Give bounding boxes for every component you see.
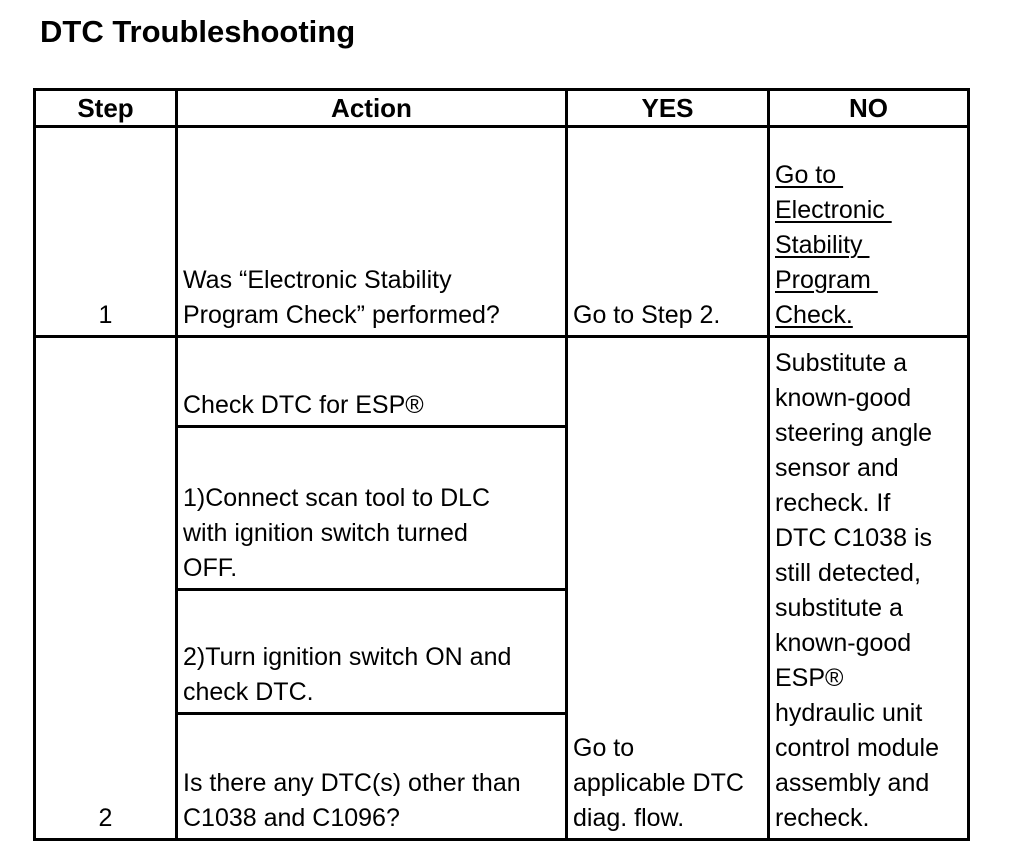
- row2-no-line: DTC C1038 is: [775, 524, 932, 552]
- row2-no-line: steering angle: [775, 419, 933, 447]
- row1-action-line: Program Check” performed?: [183, 301, 500, 329]
- row2-no-line: assembly and: [775, 769, 930, 797]
- row2-yes-line: applicable DTC: [573, 769, 744, 797]
- row2-no-cell: [770, 338, 967, 838]
- row2-action-line: C1038 and C1096?: [183, 804, 400, 832]
- check-esp-link-line[interactable]: Electronic: [775, 196, 892, 224]
- row2-action-line: Is there any DTC(s) other than: [183, 769, 521, 797]
- row2-action-cell: [178, 591, 565, 712]
- row2-yes-line: diag. flow.: [573, 804, 685, 832]
- row2-no-line: recheck. If: [775, 489, 891, 517]
- row2-action-cell: [178, 428, 565, 588]
- row2-no-line: ESP®: [775, 664, 844, 692]
- header-action: Action: [331, 92, 412, 123]
- row2-step: 2: [98, 804, 113, 832]
- header-no: NO: [849, 92, 888, 123]
- row2-no-line: known-good: [775, 629, 912, 657]
- row1-no-cell: [770, 128, 967, 335]
- row2-step-cell: [36, 338, 175, 838]
- row2-action-line: check DTC.: [183, 678, 314, 706]
- check-esp-link-line[interactable]: Stability: [775, 231, 870, 259]
- row2-no-line: still detected,: [775, 559, 921, 587]
- header-yes: YES: [641, 92, 694, 123]
- page-title: DTC Troubleshooting: [40, 14, 356, 49]
- row2-action-cell: [178, 715, 565, 838]
- dtc-troubleshooting-table: [33, 88, 970, 841]
- row1-action-cell: [178, 128, 565, 335]
- row2-no-line: substitute a: [775, 594, 903, 622]
- row2-no-line: Substitute a: [775, 349, 908, 377]
- row1-step: 1: [98, 301, 113, 329]
- row2-yes-cell: [568, 338, 767, 838]
- row2-action-line: Check DTC for ESP®: [183, 391, 424, 419]
- row2-yes-line: Go to: [573, 734, 635, 762]
- check-esp-link-line[interactable]: Check.: [775, 301, 853, 329]
- row2-action-line: 1)Connect scan tool to DLC: [183, 484, 491, 512]
- header-step: Step: [77, 92, 134, 123]
- row2-no-line: sensor and: [775, 454, 899, 482]
- row1-yes-cell: [568, 128, 767, 335]
- row2-no-line: control module: [775, 734, 939, 762]
- row2-action-cell: [178, 338, 565, 425]
- row1-step-cell: [36, 128, 175, 335]
- row2-no-line: recheck.: [775, 804, 870, 832]
- row2-no-line: known-good: [775, 384, 912, 412]
- row1-action-line: Was “Electronic Stability: [183, 266, 452, 294]
- row2-action-line: 2)Turn ignition switch ON and: [183, 643, 512, 671]
- row2-action-line: OFF.: [183, 554, 238, 582]
- row1-yes: Go to Step 2.: [573, 301, 721, 329]
- row2-no-line: hydraulic unit: [775, 699, 923, 727]
- check-esp-link-line[interactable]: Program: [775, 266, 878, 294]
- check-esp-link-line[interactable]: Go to: [775, 161, 844, 189]
- row2-action-line: with ignition switch turned: [183, 519, 468, 547]
